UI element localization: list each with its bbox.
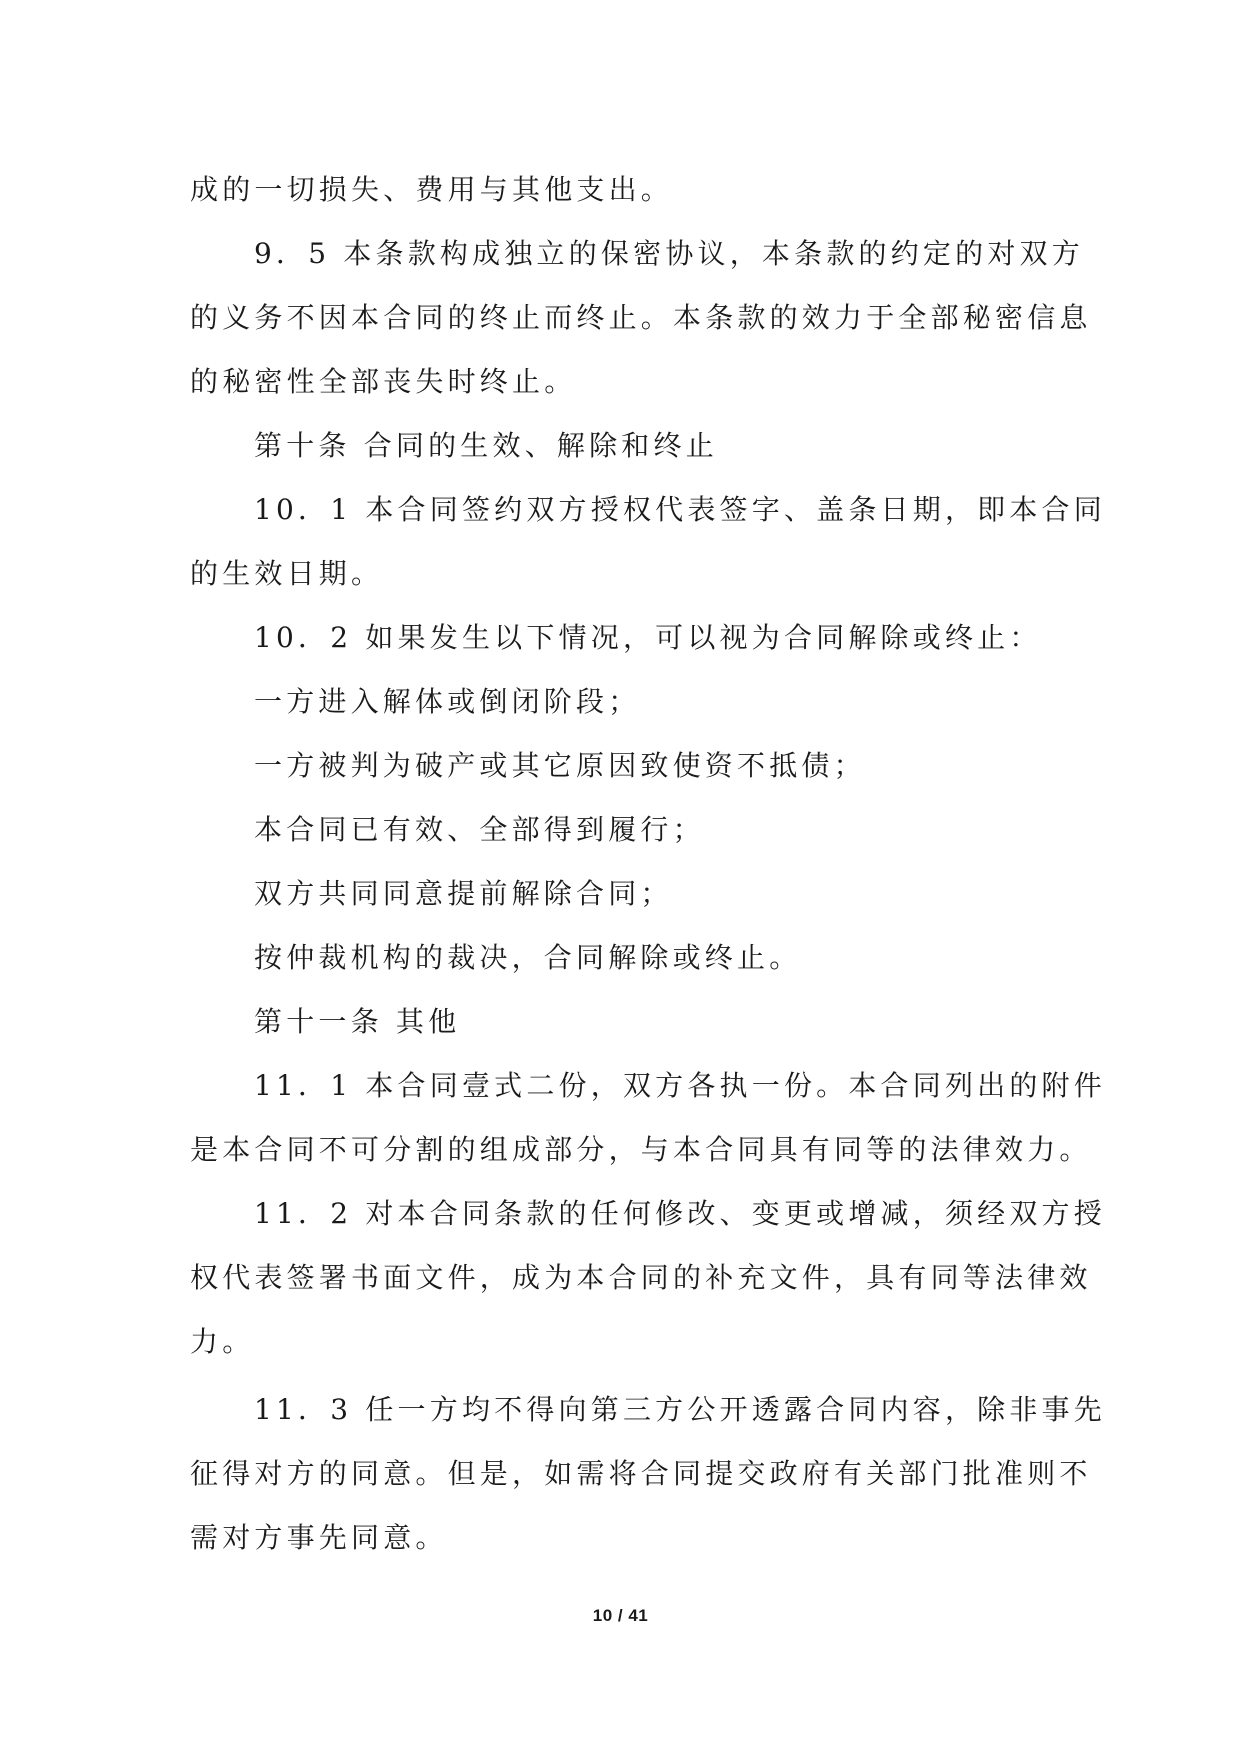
text-line: 权代表签署书面文件，成为本合同的补充文件，具有同等法律效 [190,1261,1092,1294]
list-item: 一方进入解体或倒闭阶段； [254,685,641,718]
text-line: 征得对方的同意。但是，如需将合同提交政府有关部门批准则不 [190,1457,1092,1490]
list-item: 双方共同同意提前解除合同； [254,877,673,910]
clause-11-3: 11．3 任一方均不得向第三方公开透露合同内容，除非事先 [254,1393,1106,1426]
clause-11-2: 11．2 对本合同条款的任何修改、变更或增减，须经双方授 [254,1197,1106,1230]
article-10-heading: 第十条 合同的生效、解除和终止 [254,429,718,462]
clause-9-5: 9．5 本条款构成独立的保密协议，本条款的约定的对双方 [254,237,1084,270]
text-line: 力。 [190,1325,255,1358]
list-item: 按仲裁机构的裁决，合同解除或终止。 [254,941,802,974]
list-item: 本合同已有效、全部得到履行； [254,813,705,846]
document-body [190,158,1106,1570]
text-line: 是本合同不可分割的组成部分，与本合同具有同等的法律效力。 [190,1133,1092,1166]
text-line: 的生效日期。 [190,557,384,590]
text-line: 需对方事先同意。 [190,1521,448,1554]
clause-11-1: 11．1 本合同壹式二份，双方各执一份。本合同列出的附件 [254,1069,1106,1102]
text-line: 的义务不因本合同的终止而终止。本条款的效力于全部秘密信息 [190,301,1092,334]
article-11-heading: 第十一条 其他 [254,1005,461,1038]
clause-10-1: 10．1 本合同签约双方授权代表签字、盖条日期，即本合同 [254,493,1106,526]
text-line: 的秘密性全部丧失时终止。 [190,365,577,398]
clause-10-2: 10．2 如果发生以下情况，可以视为合同解除或终止： [254,621,1042,654]
list-item: 一方被判为破产或其它原因致使资不抵债； [254,749,866,782]
text-line: 成的一切损失、费用与其他支出。 [190,173,674,206]
page-number: 10 / 41 [592,1606,649,1625]
